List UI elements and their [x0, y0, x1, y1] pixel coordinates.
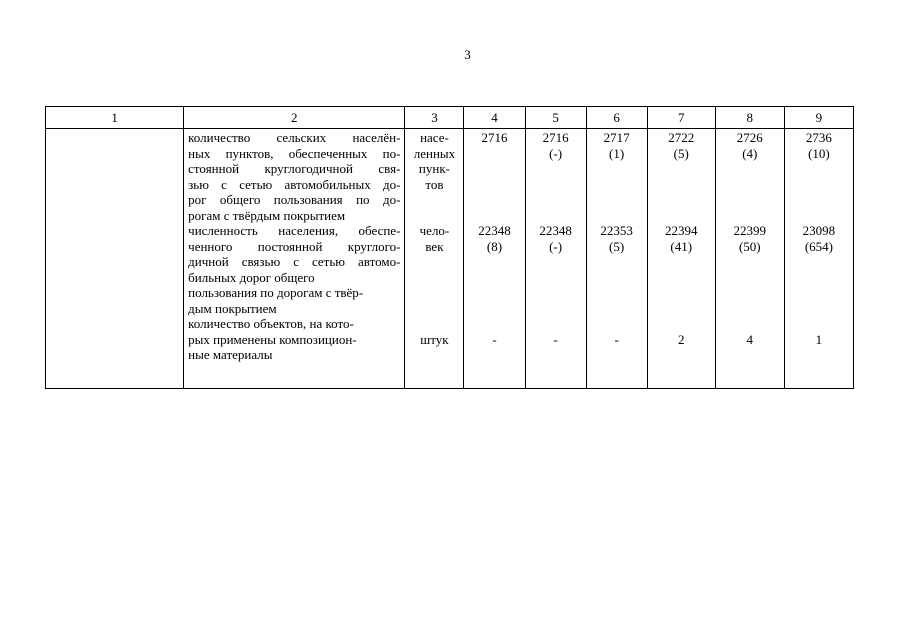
indicator-1-change: (5) — [673, 145, 689, 161]
header-cell-4: 4 — [464, 107, 525, 129]
indicator-3-value: 4 — [746, 332, 754, 347]
indicator-2-value: 22394 — [664, 223, 698, 238]
description-line: рогам с твёрдым покрытием — [188, 207, 346, 223]
header-cell-6: 6 — [586, 107, 647, 129]
indicator-2-value: 22348 — [478, 223, 511, 238]
description-line: количество объектов, на кото- — [188, 316, 354, 331]
description-line: численность населения, обеспе- — [188, 223, 401, 238]
indicator-3-value: - — [492, 332, 497, 347]
description-line: дичной связью с сетью автомо- — [188, 254, 401, 269]
unit-line: век — [425, 238, 444, 254]
description-line: ных пунктов, обеспеченных по- — [188, 145, 401, 161]
indicator-2-unit — [405, 223, 463, 332]
indicator-1-value: 2736 — [805, 130, 832, 145]
indicator-3-description — [188, 316, 400, 363]
indicator-3-unit — [405, 332, 463, 348]
header-cell-8: 8 — [715, 107, 784, 129]
indicator-3-value: 1 — [815, 332, 823, 347]
indicator-3-value: 2 — [677, 332, 685, 347]
header-cell-3: 3 — [405, 107, 464, 129]
unit-line: пунк- — [418, 161, 450, 176]
description-line: ные материалы — [188, 347, 273, 362]
first-column-cell — [46, 129, 184, 389]
table-body-row — [46, 129, 854, 389]
indicator-1-value: 2722 — [668, 130, 695, 145]
description-line: рых применены композицион- — [188, 331, 357, 347]
unit-cell — [405, 129, 464, 389]
indicator-description-cell — [184, 129, 405, 389]
indicator-1-value: 2716 — [481, 130, 508, 145]
indicator-3-value: - — [553, 332, 558, 347]
indicator-2-value: 22353 — [600, 223, 633, 238]
indicator-1-value: 2726 — [736, 130, 763, 145]
description-line: зью с сетью автомобильных до- — [188, 176, 401, 192]
indicator-2-change: (50) — [738, 238, 761, 254]
header-cell-2: 2 — [184, 107, 405, 129]
indicator-1-change: (10) — [808, 145, 830, 161]
value-cell-col-8 — [715, 129, 784, 389]
indicators-table — [45, 106, 854, 389]
indicator-2-change: (41) — [670, 238, 693, 254]
description-line: пользования по дорогам с твёр- — [188, 285, 364, 300]
value-cell-col-4 — [464, 129, 525, 389]
page-number: 3 — [464, 47, 471, 62]
indicator-1-value: 2716 — [542, 130, 569, 145]
indicator-2-value: 22399 — [733, 223, 767, 238]
indicator-2-change: (8) — [486, 238, 503, 254]
description-line: бильных дорог общего — [188, 269, 315, 285]
indicator-1-change: (1) — [609, 145, 625, 161]
description-line: стоянной круглогодичной свя- — [188, 161, 401, 176]
unit-line: чело- — [419, 223, 450, 238]
indicator-1-change: (-) — [549, 145, 563, 161]
header-row — [46, 107, 854, 129]
value-cell-col-5 — [525, 129, 586, 389]
indicator-2-description — [188, 223, 400, 316]
value-cell-col-6 — [586, 129, 647, 389]
indicator-1-value: 2717 — [603, 130, 630, 145]
indicator-3-value: - — [614, 332, 619, 347]
unit-line: тов — [425, 176, 444, 192]
header-cell-9: 9 — [784, 107, 853, 129]
value-cell-col-9 — [784, 129, 853, 389]
unit-line: штук — [420, 332, 449, 347]
header-cell-1: 1 — [46, 107, 184, 129]
indicator-2-value: 23098 — [802, 223, 836, 238]
value-cell-col-7 — [647, 129, 715, 389]
indicator-2-change: (-) — [549, 238, 563, 254]
indicator-2-change: (5) — [609, 238, 625, 254]
description-line: дым покрытием — [188, 300, 277, 316]
header-cell-7: 7 — [647, 107, 715, 129]
header-cell-5: 5 — [525, 107, 586, 129]
description-line: рог общего пользования по до- — [188, 192, 401, 207]
unit-line: ленных — [413, 145, 456, 161]
indicator-1-change: (4) — [742, 145, 758, 161]
indicator-1-description — [188, 130, 400, 223]
indicator-1-unit — [405, 130, 463, 223]
indicator-2-value: 22348 — [539, 223, 572, 238]
description-line: ченного постоянной круглого- — [188, 238, 401, 254]
description-line: количество сельских населён- — [188, 130, 401, 145]
indicator-2-change: (654) — [804, 238, 833, 254]
unit-line: насе- — [420, 130, 449, 145]
